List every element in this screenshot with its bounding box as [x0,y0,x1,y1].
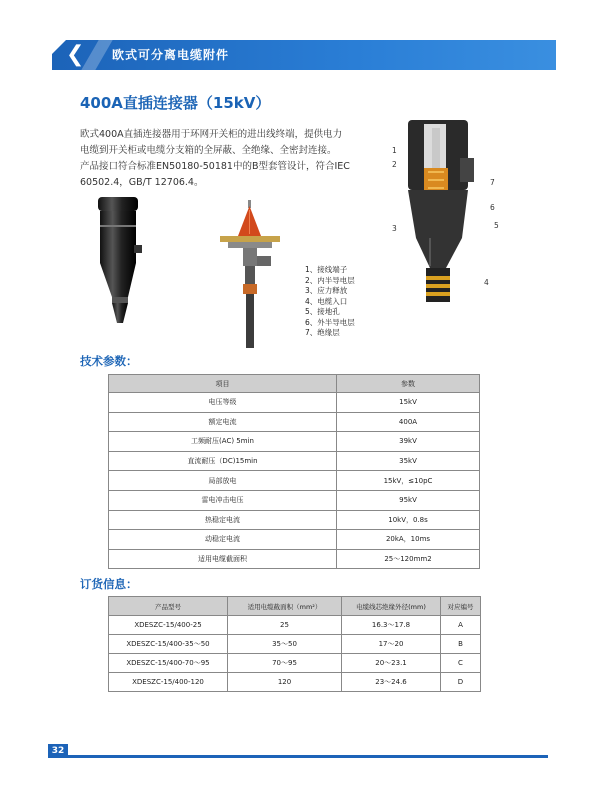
table-cell: 20kA，10ms [337,530,480,550]
table-cell: A [441,616,481,635]
table-row [109,616,481,635]
table-cell: C [441,654,481,673]
installed-connector-photo [210,200,290,350]
product-title: 400A直插连接器（15kV） [80,94,271,112]
table-cell: 热稳定电流 [109,510,337,530]
table-row [109,432,480,452]
table-cell: 35kV [337,451,480,471]
table-cell: B [441,635,481,654]
table-cell: 15kV，≤10pC [337,471,480,491]
table-cell: 25～120mm2 [337,549,480,569]
table-cell: 10kV，0.8s [337,510,480,530]
table-header-cell: 参数 [337,375,480,393]
intro-line: 电缆到开关柜或电缆分支箱的全屏蔽、全绝缘、全密封连接。 [80,145,337,156]
table-cell: 15kV [337,393,480,413]
table-cell: 直流耐压（DC)15min [109,451,337,471]
table-row [109,451,480,471]
table-row [109,673,481,692]
table-cell: 电压等级 [109,393,337,413]
table-row [109,654,481,673]
page-number: 32 [48,744,68,758]
table-cell: 雷电冲击电压 [109,490,337,510]
callout-1: 1 [392,146,397,155]
table-cell: 动稳定电流 [109,530,337,550]
table-cell: XDESZC-15/400-35～50 [109,635,228,654]
table-header-row [109,375,480,393]
table-cell: 400A [337,412,480,432]
order-section-title: 订货信息： [80,577,138,591]
intro-line: 60502.4，GB/T 12706.4。 [80,177,204,188]
table-header-cell: 项目 [109,375,337,393]
table-cell: 23～24.6 [342,673,441,692]
table-row [109,530,480,550]
footer-rule [48,755,548,758]
table-cell: XDESZC-15/400-25 [109,616,228,635]
table-row [109,510,480,530]
legend-item: 7、绝缘层 [305,328,340,337]
table-header-cell: 对应编号 [441,597,481,616]
table-cell: 额定电流 [109,412,337,432]
table-header-row [109,597,481,616]
table-cell: 95kV [337,490,480,510]
table-header-cell: 产品型号 [109,597,228,616]
table-cell: 工频耐压(AC) 5min [109,432,337,452]
table-row [109,471,480,491]
product-intro [80,127,380,191]
table-row [109,490,480,510]
table-cell: 适用电缆截面积 [109,549,337,569]
legend-item: 3、应力释放 [305,286,348,295]
table-cell: D [441,673,481,692]
connector-photo [90,195,150,325]
callout-3: 3 [392,224,397,233]
table-cell: 局部放电 [109,471,337,491]
legend-item: 5、接地孔 [305,307,340,316]
legend-item: 4、电缆入口 [305,296,348,306]
table-row [109,549,480,569]
table-cell: 70～95 [228,654,342,673]
table-header-cell: 适用电缆截面积（mm²） [228,597,342,616]
callout-4: 4 [484,278,489,287]
callout-7: 7 [490,178,495,187]
intro-line: 产品接口符合标准EN50180-50181中的B型套管设计，符合IEC [80,161,350,172]
legend-item: 2、内半导电层 [305,275,355,285]
legend-item: 1、接线端子 [305,265,348,274]
spec-section-title: 技术参数： [80,354,138,368]
table-cell: XDESZC-15/400-120 [109,673,228,692]
chevron-left-icon: ❮ [66,42,85,67]
legend-item: 6、外半导电层 [305,317,355,327]
table-cell: 39kV [337,432,480,452]
section-header-title: 欧式可分离电缆附件 [112,48,230,62]
order-table [108,596,481,692]
table-cell: 16.3～17.8 [342,616,441,635]
table-row [109,412,480,432]
table-cell: XDESZC-15/400-70～95 [109,654,228,673]
spec-table [108,374,480,569]
table-cell: 17～20 [342,635,441,654]
component-legend [305,265,355,339]
callout-5: 5 [494,221,499,230]
table-cell: 35～50 [228,635,342,654]
table-row [109,635,481,654]
callout-6: 6 [490,203,495,212]
table-cell: 25 [228,616,342,635]
table-header-cell: 电缆线芯绝缘外径(mm) [342,597,441,616]
intro-line: 欧式400A直插连接器用于环网开关柜的进出线终端，提供电力 [80,129,343,140]
table-row [109,393,480,413]
table-cell: 20～23.1 [342,654,441,673]
callout-2: 2 [392,160,397,169]
table-cell: 120 [228,673,342,692]
